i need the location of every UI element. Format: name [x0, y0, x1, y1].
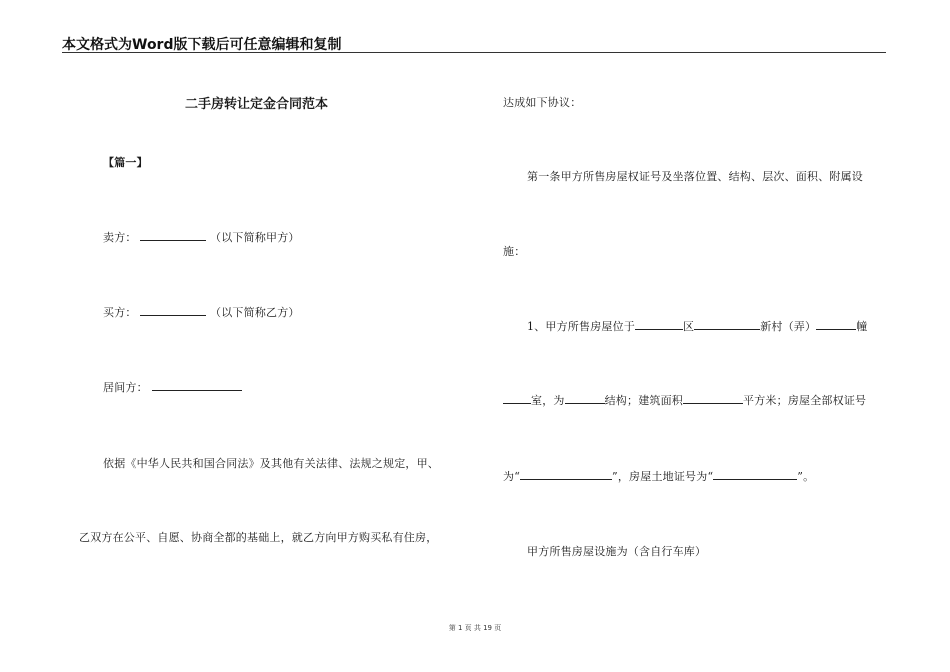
certificate-line	[503, 468, 814, 484]
paragraph-line-1: 依据《中华人民共和国合同法》及其他有关法律、法规之规定，甲、	[103, 457, 439, 470]
article-1-cont: 施：	[503, 245, 526, 258]
room-label: 室，为	[531, 394, 565, 407]
broker-line	[103, 379, 242, 395]
page-footer: 第 1 页 共 19 页	[448, 624, 502, 632]
area-label: 结构；建筑面积	[604, 394, 684, 407]
structure-line	[503, 392, 866, 408]
seller-blank	[140, 229, 206, 241]
buyer-note: （以下简称乙方）	[210, 306, 300, 319]
village-blank	[694, 318, 760, 330]
district-blank	[635, 318, 683, 330]
cert-prefix: 为“	[503, 470, 521, 483]
document-title: 二手房转让定金合同范本	[185, 97, 329, 112]
cert-suffix: ”。	[797, 470, 815, 483]
seller-line	[103, 229, 300, 245]
item-1-location-label: 1、甲方所售房屋位于	[527, 320, 635, 333]
land-cert-label: ”，房屋土地证号为“	[612, 470, 714, 483]
seller-label: 卖方：	[103, 231, 137, 244]
structure-blank	[565, 392, 605, 404]
area-blank	[683, 392, 743, 404]
district-label: 区	[683, 320, 695, 333]
village-label: 新村（弄）	[760, 320, 817, 333]
room-blank	[503, 392, 531, 404]
building-blank	[816, 318, 856, 330]
buyer-blank	[140, 304, 206, 316]
certificate-label: 平方米；房屋全部权证号	[743, 394, 867, 407]
paragraph-line-2: 乙双方在公平、自愿、协商全都的基础上，就乙方向甲方购买私有住房，	[79, 531, 438, 544]
buyer-label: 买方：	[103, 306, 137, 319]
seller-note: （以下简称甲方）	[210, 231, 300, 244]
broker-label: 居间方：	[103, 381, 148, 394]
header-divider	[62, 52, 886, 53]
item-1-line	[527, 318, 867, 334]
page-header-title: 本文格式为Word版下载后可任意编辑和复制	[62, 37, 342, 53]
buyer-line	[103, 304, 300, 320]
land-cert-blank	[713, 468, 797, 480]
broker-blank	[152, 379, 242, 391]
building-label: 幢	[856, 320, 868, 333]
facilities-line: 甲方所售房屋设施为（含自行车库）	[527, 545, 707, 558]
ownership-cert-blank	[520, 468, 612, 480]
article-1-line: 第一条甲方所售房屋权证号及坐落位置、结构、层次、面积、附属设	[527, 170, 863, 183]
section-label: 【篇一】	[103, 156, 148, 169]
agreement-intro: 达成如下协议：	[503, 96, 582, 109]
